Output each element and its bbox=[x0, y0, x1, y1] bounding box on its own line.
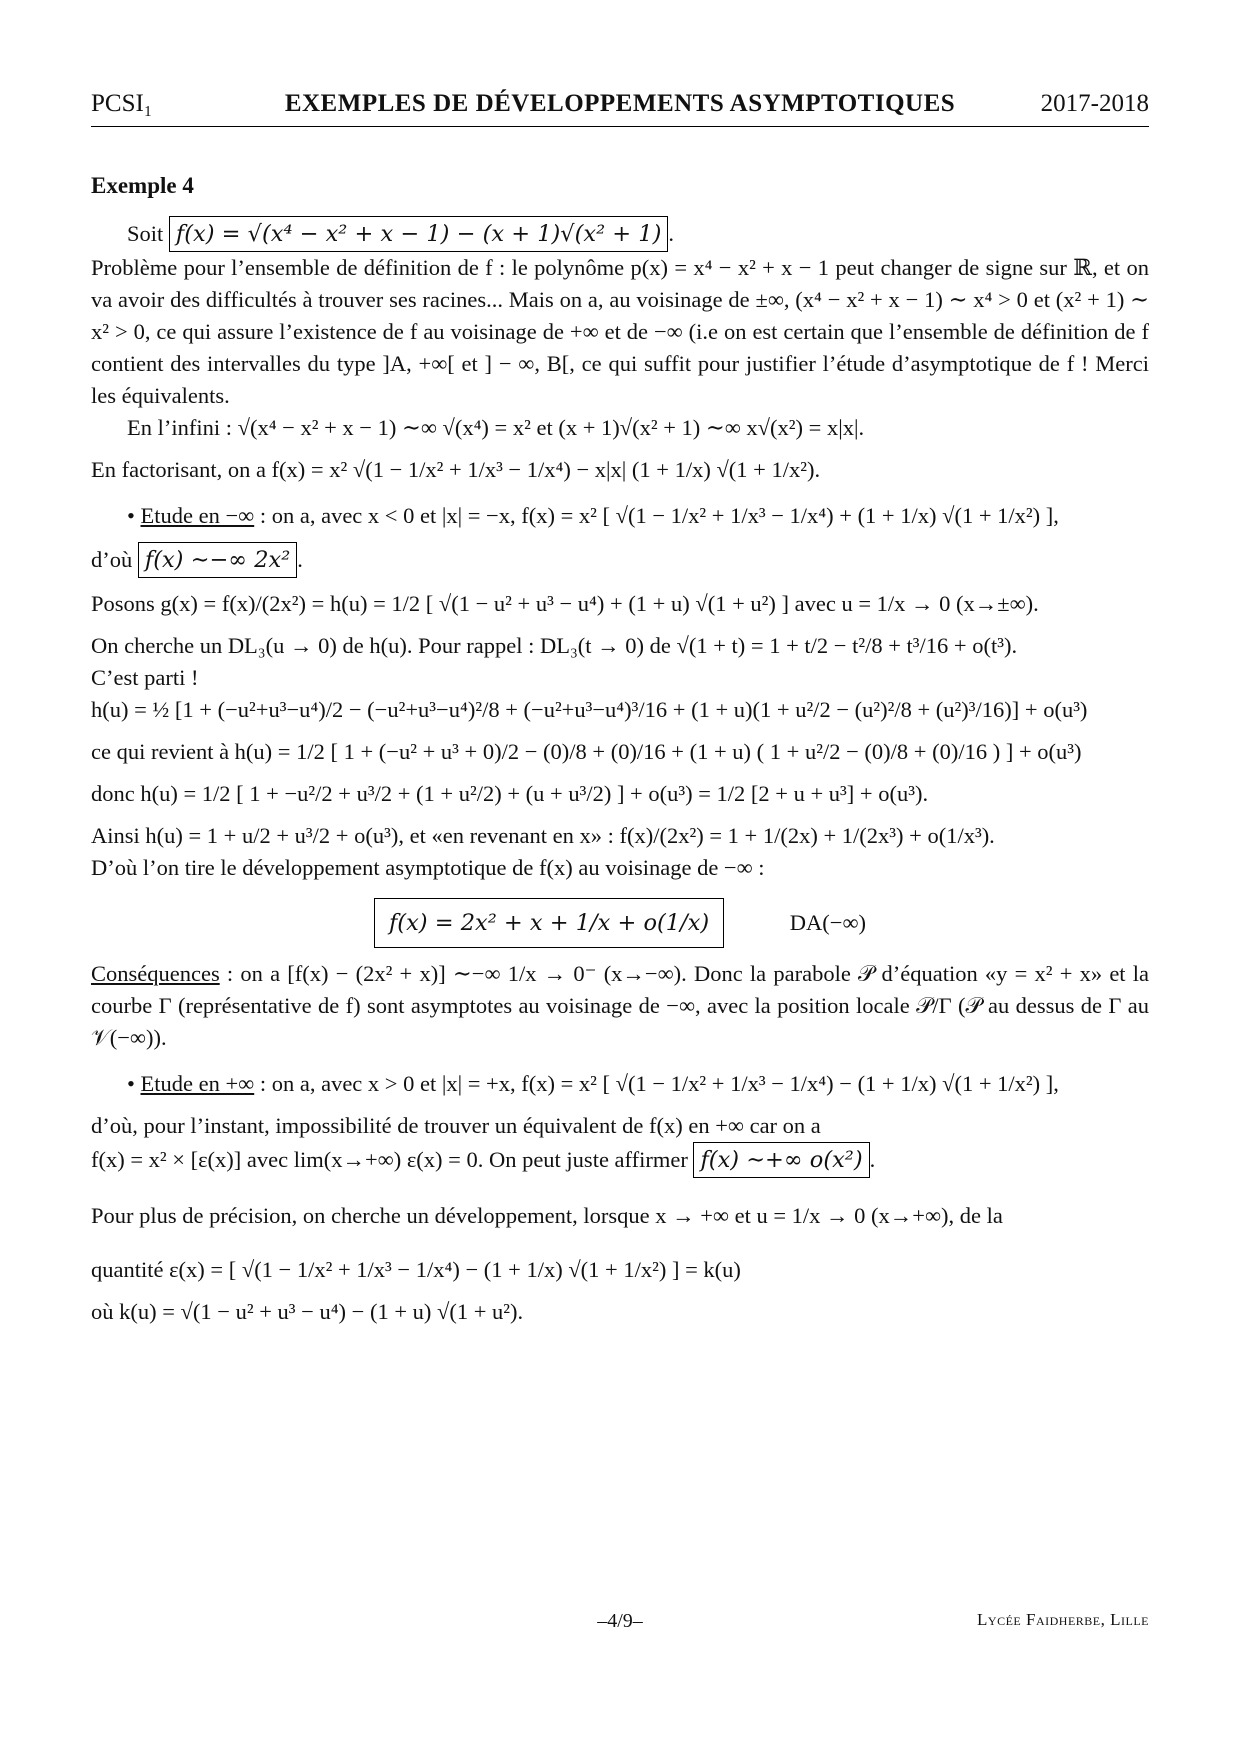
dou-label: d’où bbox=[91, 547, 133, 572]
bullet1-text: : on a, avec x < 0 et |x| = −x, f(x) = x² [ √(1 − 1/x² + 1/x³ − 1/x⁴) + (1 + 1/x) √(1 + 1/x²) ], bbox=[254, 503, 1059, 528]
epsilon-line: f(x) = x² × [ε(x)] avec lim(x→+∞) ε(x) = 0. On peut juste affirmer f(x) ∼+∞ o(x²) . bbox=[91, 1142, 1149, 1178]
bullet2-label: Etude en +∞ bbox=[140, 1071, 255, 1096]
consequences-paragraph bbox=[91, 958, 1149, 1054]
page-number: –4/9– bbox=[597, 1610, 643, 1632]
epsilon-box: f(x) ∼+∞ o(x²) bbox=[693, 1142, 869, 1178]
bullet-plus-infinity bbox=[91, 1068, 1149, 1100]
header-year: 2017-2018 bbox=[1040, 90, 1149, 117]
domain-paragraph: Problème pour l’ensemble de définition de f : le polynôme p(x) = x⁴ − x² + x − 1 peut changer de signe sur ℝ, et on va avoir des difficultés à trouver ses racines... Mais on a, au voisinage de ±∞, (x⁴ − x² + x − 1) ∼ x⁴ > 0 et (x² + 1) ∼ x² > 0, ce qui assure l’existence de f au voisinage de +∞ et de −∞ (i.e on est certain que l’ensemble de définition de f contient des intervalles du type ]A, +∞[ et ] − ∞, B[, ce qui suffit pour justifier l’étude d’asymptotique de f ! Merci les équivalents. bbox=[91, 255, 1149, 408]
k-definition-line: où k(u) = √(1 − u² + u³ − u⁴) − (1 + u) √(1 + u²). bbox=[91, 1299, 524, 1324]
equivalent-line: d’où f(x) ∼−∞ 2x² . bbox=[91, 542, 1149, 578]
ainsi-line: Ainsi h(u) = 1 + u/2 + u³/2 + o(u³), et «en revenant en x» : f(x)/(2x²) = 1 + 1/(2x) + 1/(2x³) + o(1/x³). bbox=[91, 823, 995, 848]
page-header bbox=[91, 88, 1149, 127]
impossibility-line: d’où, pour l’instant, impossibilité de trouver un équivalent de f(x) en +∞ car on a bbox=[91, 1113, 821, 1138]
h-expansion-1: h(u) = ½ [1 + (−u²+u³−u⁴)/2 − (−u²+u³−u⁴)²/8 + (−u²+u³−u⁴)³/16 + (1 + u)(1 + u²/2 − (u²)²/8 + (u²)³/16)] + o(u³) bbox=[91, 697, 1088, 722]
factorization-line: En factorisant, on a f(x) = x² √(1 − 1/x² + 1/x³ − 1/x⁴) − x|x| (1 + 1/x) √(1 + 1/x²). bbox=[91, 457, 821, 482]
dl-line: On cherche un DL₃(u → 0) de h(u). Pour rappel : DL₃(t → 0) de √(1 + t) = 1 + t/2 − t²/8 + t³/16 + o(t³). bbox=[91, 633, 1018, 658]
infinity-line: En l’infini : √(x⁴ − x² + x − 1) ∼∞ √(x⁴) = x² et (x + 1)√(x² + 1) ∼∞ x√(x²) = x|x|. bbox=[127, 415, 865, 440]
bullet2-text: : on a, avec x > 0 et |x| = +x, f(x) = x² [ √(1 − 1/x² + 1/x³ − 1/x⁴) − (1 + 1/x) √(1 + 1/x²) ], bbox=[254, 1071, 1059, 1096]
definition-end: . bbox=[668, 221, 674, 246]
h-expansion-3: donc h(u) = 1/2 [ 1 + −u²/2 + u³/2 + (1 + u²/2) + (u + u³/2) ] + o(u³) = 1/2 [2 + u + u³] + o(u³). bbox=[91, 781, 929, 806]
epsilon-text: f(x) = x² × [ε(x)] avec lim(x→+∞) ε(x) = 0. On peut juste affirmer bbox=[91, 1147, 688, 1172]
page-content bbox=[91, 170, 1149, 1328]
bullet-icon: • bbox=[127, 1071, 135, 1096]
h-expansion-2: ce qui revient à h(u) = 1/2 [ 1 + (−u² + u³ + 0)/2 − (0)/8 + (0)/16 + (1 + u) ( 1 + u²/2 − (0)/8 + (0)/16 ) ] + o(u³) bbox=[91, 739, 1082, 764]
bullet1-label: Etude en −∞ bbox=[140, 503, 255, 528]
bullet-icon: • bbox=[127, 503, 135, 528]
quantity-line: quantité ε(x) = [ √(1 − 1/x² + 1/x³ − 1/x⁴) − (1 + 1/x) √(1 + 1/x²) ] = k(u) bbox=[91, 1257, 741, 1282]
definition-formula: f(x) = √(x⁴ − x² + x − 1) − (x + 1)√(x² + 1) bbox=[169, 216, 668, 252]
asymptotic-formula: f(x) = 2x² + x + 1/x + o(1/x) bbox=[374, 898, 724, 948]
definition-line bbox=[91, 216, 1149, 252]
soit-label: Soit bbox=[127, 221, 164, 246]
consequences-label: Conséquences bbox=[91, 961, 220, 986]
header-title: EXEMPLES DE DÉVELOPPEMENTS ASYMPTOTIQUES bbox=[284, 90, 956, 117]
header-class: PCSI₁ bbox=[91, 90, 153, 117]
consequences-text: : on a [f(x) − (2x² + x)] ∼−∞ 1/x → 0⁻ (x→−∞). Donc la parabole 𝒫 d’équation «y = x² + x» et la courbe Γ (représentative de f) sont asymptotes au voisinage de −∞, avec la position locale 𝒫/Γ (𝒫 au dessus de Γ au 𝒱(−∞)). bbox=[91, 961, 1149, 1050]
asymptotic-label: DA(−∞) bbox=[789, 910, 867, 935]
substitution-line: Posons g(x) = f(x)/(2x²) = h(u) = 1/2 [ √(1 − u² + u³ − u⁴) + (1 + u) √(1 + u²) ] avec u = 1/x → 0 (x→±∞). bbox=[91, 591, 1039, 616]
precision-line: Pour plus de précision, on cherche un développement, lorsque x → +∞ et u = 1/x → 0 (x→+∞), de la bbox=[91, 1203, 1003, 1228]
equivalent-formula: f(x) ∼−∞ 2x² bbox=[138, 542, 297, 578]
start-line: C’est parti ! bbox=[91, 665, 199, 690]
school-name: Lycée Faidherbe, Lille bbox=[977, 1610, 1149, 1629]
bullet-minus-infinity bbox=[91, 500, 1149, 532]
example-title: Exemple 4 bbox=[91, 173, 194, 198]
asymptotic-result bbox=[91, 898, 1149, 948]
conclusion-intro: D’où l’on tire le développement asymptotique de f(x) au voisinage de −∞ : bbox=[91, 855, 765, 880]
